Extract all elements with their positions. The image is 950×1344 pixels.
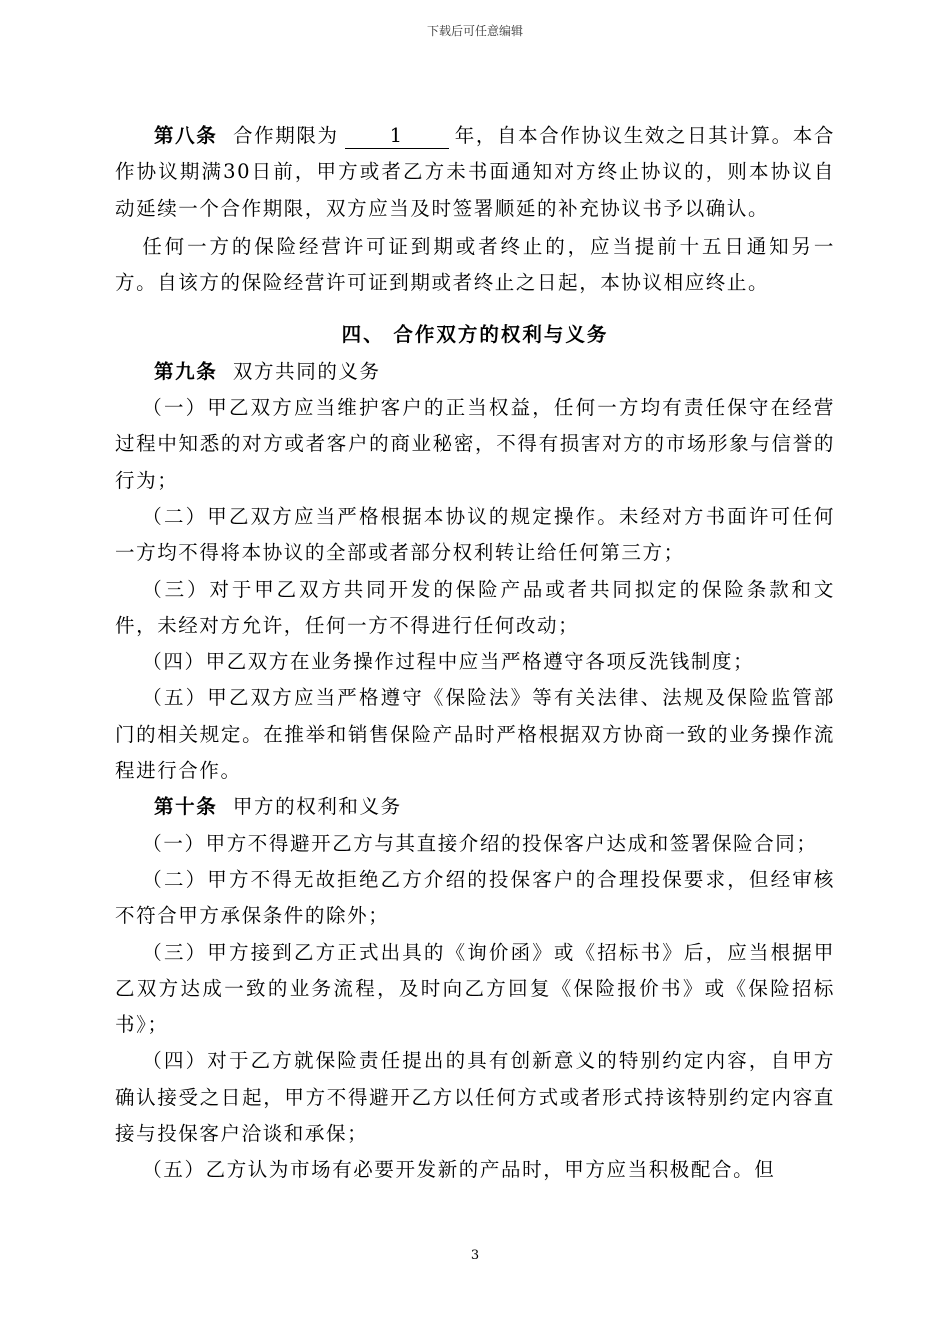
- article-9-item-5: （五）甲乙双方应当严格遵守《保险法》等有关法律、法规及保险监管部门的相关规定。在推举和销售保险产品时严格根据双方协商一致的业务操作流程进行合作。: [115, 686, 835, 783]
- article-8-paragraph-2: 任何一方的保险经营许可证到期或者终止的，应当提前十五日通知另一方。自该方的保险经营许可证到期或者终止之日起，本协议相应终止。: [115, 234, 835, 295]
- section-4-title: 四、 合作双方的权利与义务: [341, 323, 609, 347]
- article-9-item-3: （三）对于甲乙双方共同开发的保险产品或者共同拟定的保险条款和文件，未经对方允许，任何一方不得进行任何改动；: [115, 577, 835, 637]
- article-10-item-5: （五）乙方认为市场有必要开发新的产品时，甲方应当积极配合。但: [142, 1158, 776, 1182]
- article-10-heading: 第十条: [154, 795, 218, 819]
- article-8-heading: 第八条: [154, 124, 218, 147]
- article-9-item-4: （四）甲乙双方在业务操作过程中应当严格遵守各项反洗钱制度；: [142, 650, 755, 674]
- document-body: [115, 118, 835, 1189]
- article-10-item-1: （一）甲方不得避开乙方与其直接介绍的投保客户达成和签署保险合同；: [142, 831, 818, 855]
- article-8-post: 年，自本合作协议生效之日其计算。本合作协议期满30日前，甲方或者乙方未书面通知对方终止协议的，则本协议自动延续一个合作期限，双方应当及时签署顺延的补充协议书予以确认。: [115, 124, 835, 220]
- article-9-subtitle: 双方共同的义务: [232, 359, 381, 383]
- article-8-paragraph: [115, 118, 835, 227]
- article-9-heading: 第九条: [154, 359, 218, 383]
- page-number: 3: [470, 1248, 480, 1263]
- article-10-item-4: （四）对于乙方就保险责任提出的具有创新意义的特别约定内容，自甲方确认接受之日起，甲方不得避开乙方以任何方式或者形式持该特别约定内容直接与投保客户洽谈和承保；: [115, 1049, 835, 1146]
- article-9-item-1: （一）甲乙双方应当维护客户的正当权益，任何一方均有责任保守在经营过程中知悉的对方或者客户的商业秘密，不得有损害对方的市场形象与信誉的行为；: [115, 396, 835, 492]
- article-8-pre: 合作期限为: [233, 124, 339, 147]
- term-blank: 1: [345, 124, 449, 149]
- page-header: 下载后可任意编辑: [426, 24, 523, 38]
- article-10-item-3: （三）甲方接到乙方正式出具的《询价函》或《招标书》后，应当根据甲乙双方达成一致的业务流程，及时向乙方回复《保险报价书》或《保险招标书》；: [115, 940, 835, 1037]
- article-10-subtitle: 甲方的权利和义务: [232, 795, 402, 819]
- article-10-item-2: （二）甲方不得无故拒绝乙方介绍的投保客户的合理投保要求，但经审核不符合甲方承保条件的除外；: [115, 867, 835, 928]
- article-10-title: [115, 789, 835, 825]
- article-9-item-2: （二）甲乙双方应当严格根据本协议的规定操作。未经对方书面许可任何一方均不得将本协议的全部或者部分权利转让给任何第三方；: [115, 504, 835, 565]
- article-9-title: [115, 354, 835, 390]
